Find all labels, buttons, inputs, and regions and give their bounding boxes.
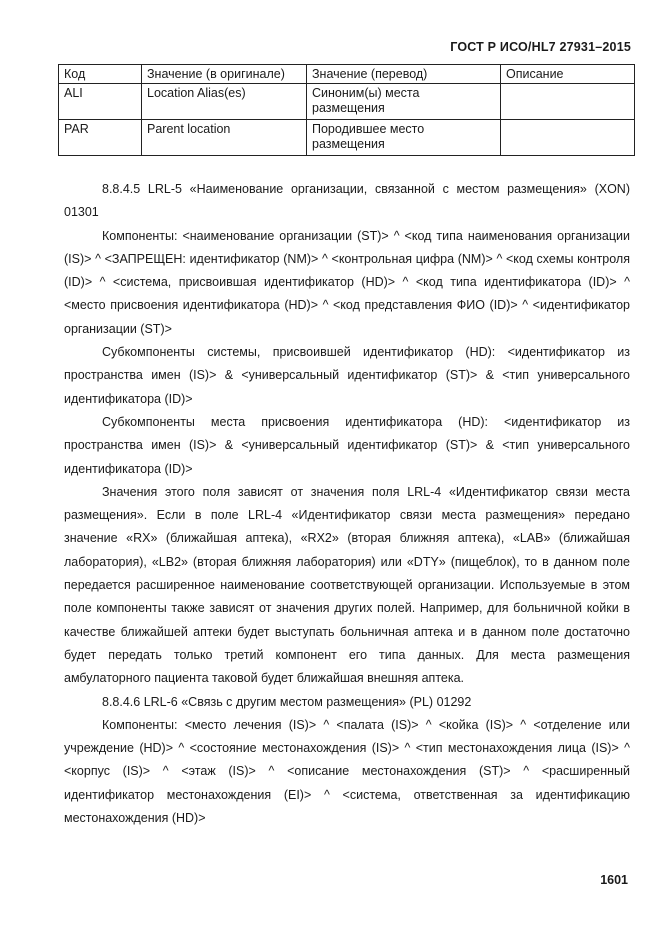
cell-description <box>501 120 635 156</box>
paragraph-components-pl: Компоненты: <место лечения (IS)> ^ <палата (IS)> ^ <койка (IS)> ^ <отделение или учреждение (HD)> ^ <состояние местонахождения (IS)> ^ <тип местонахождения лица (IS)> ^ <корпус (IS)> ^ <этаж (IS)> ^ <описание местонахождения (ST)> ^ <расширенный идентификатор местонахождения (EI)> ^ <система, ответственная за идентификацию местонахождения (HD)> <box>64 717 630 826</box>
section-heading-lrl-6: 8.8.4.6 LRL-6 «Связь с другим местом размещения» (PL) 01292 <box>102 694 472 709</box>
cell-translation: Синоним(ы) места размещения <box>307 84 501 120</box>
document-header: ГОСТ Р ИСО/HL7 27931–2015 <box>450 40 631 54</box>
section-heading-lrl-5: 8.8.4.5 LRL-5 «Наименование организации, связанной с местом размещения» (XON) 01301 <box>64 182 630 220</box>
cell-description <box>501 84 635 120</box>
cell-translation: Породившее место размещения <box>307 120 501 156</box>
paragraph-field-values: Значения этого поля зависят от значения поля LRL-4 «Идентификатор связи места размещения». Если в поле LRL-4 «Идентификатор связи места размещения» передано значение «RX» (ближайшая аптека), «RX2» (вторая ближняя аптека), «LAB» (ближайшая лаборатория), «LB2» (вторая ближняя лаборатория) или «DTY» (пищеблок), то в данном поле передается расширенное наименование соответствующей организации. Используемые в этом поле компоненты также зависят от значения других полей. Например, для больничной койки в качестве ближайшей аптеки будет выступать больничная аптека и в данном поле достаточно будет передать только третий компонент его типа данных. Для места размещения амбулаторного пациента таковой будет ближайшая внешняя аптека. <box>64 484 630 686</box>
cell-code: PAR <box>59 120 142 156</box>
column-header-translation: Значение (перевод) <box>307 65 501 84</box>
page-number: 1601 <box>600 873 628 887</box>
body-text <box>64 178 630 830</box>
column-header-description: Описание <box>501 65 635 84</box>
table-header-row <box>59 65 635 84</box>
codes-table <box>58 64 635 156</box>
column-header-original: Значение (в оригинале) <box>142 65 307 84</box>
cell-original: Parent location <box>142 120 307 156</box>
paragraph-components-xon: Компоненты: <наименование организации (ST)> ^ <код типа наименования организации (IS)> ^ <ЗАПРЕЩЕН: идентификатор (NM)> ^ <контрольная цифра (NM)> ^ <код схемы контроля (ID)> ^ <система, присвоившая идентификатор (HD)> ^ <код типа идентификатора (ID)> ^ <место присвоения идентификатора (HD)> ^ <код представления ФИО (ID)> ^ <идентификатор организации (ST)> <box>64 228 630 336</box>
cell-code: ALI <box>59 84 142 120</box>
table-row <box>59 120 635 156</box>
cell-original: Location Alias(es) <box>142 84 307 120</box>
paragraph-subcomponents-system: Субкомпоненты системы, присвоившей идентификатор (HD): <идентификатор из пространства имен (IS)> & <универсальный идентификатор (ST)> & <тип универсального идентификатора (ID)> <box>64 345 630 406</box>
column-header-code: Код <box>59 65 142 84</box>
paragraph-subcomponents-place: Субкомпоненты места присвоения идентификатора (HD): <идентификатор из пространства имен (IS)> & <универсальный идентификатор (ST)> & <тип универсального идентификатора (ID)> <box>64 414 630 476</box>
table-row <box>59 84 635 120</box>
